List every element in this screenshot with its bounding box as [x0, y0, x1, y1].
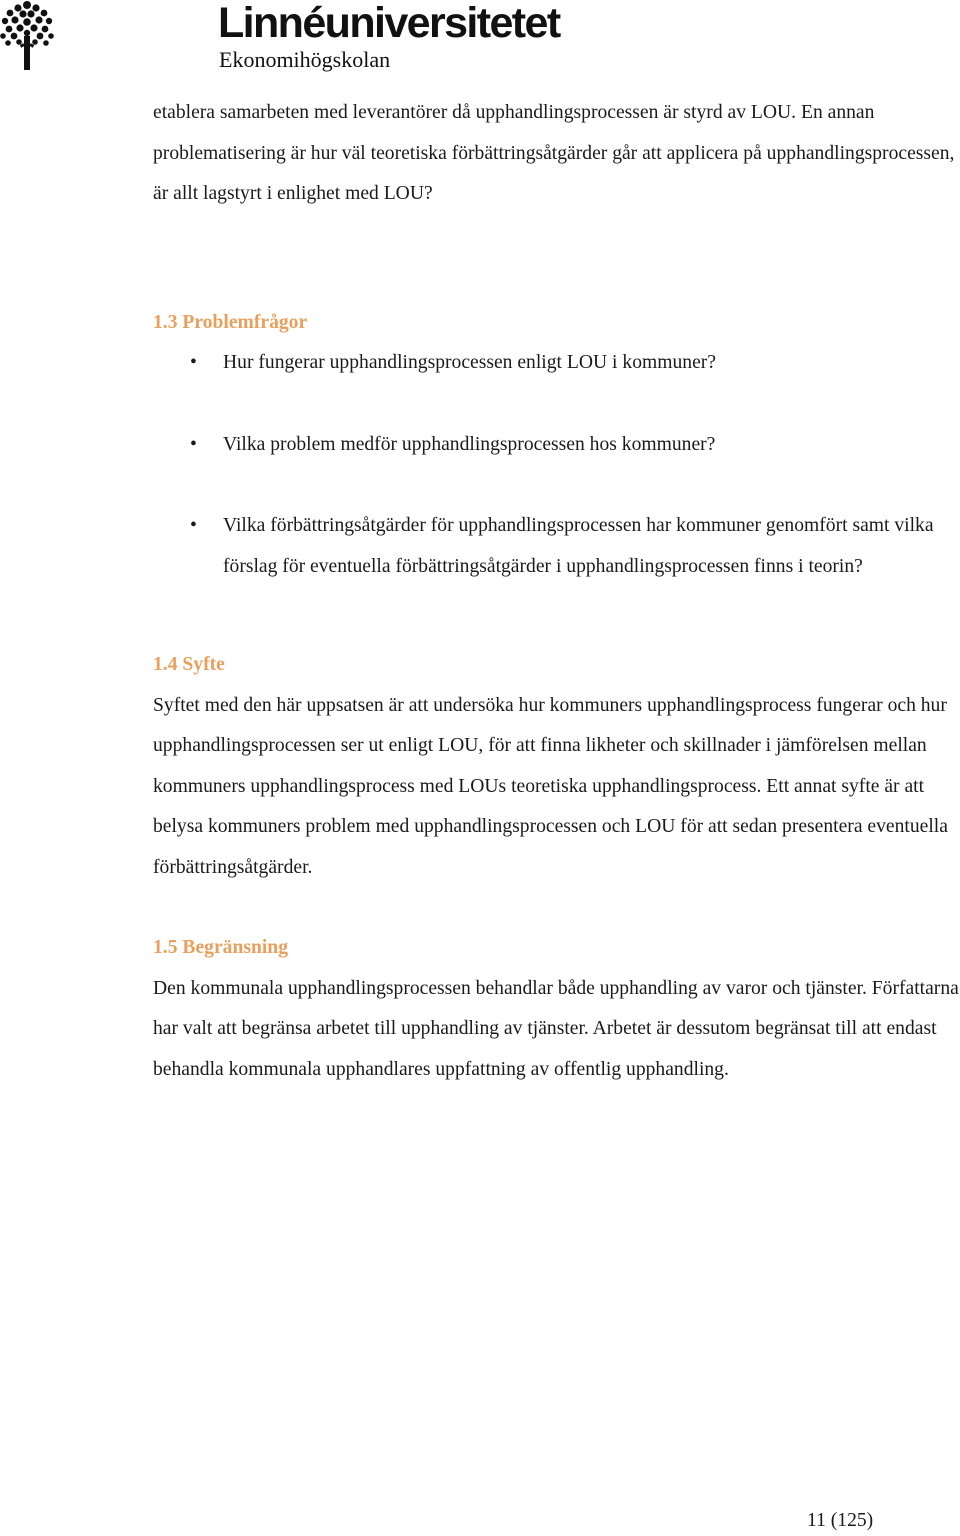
- section-body: Den kommunala upphandlingsprocessen behandlar både upphandling av varor och tjänster. Författarna har valt att begränsa arbetet till upphandling av tjänster. Arbetet är dessutom begränsat till att endast behandla kommunala upphandlares uppfattning av offentlig upphandling.: [153, 977, 959, 1080]
- spacer: [153, 888, 960, 928]
- page-number: 11 (125): [807, 1510, 874, 1531]
- bullet-icon: •: [190, 352, 197, 373]
- spacer: [153, 587, 960, 645]
- list-item-text: Hur fungerar upphandlingsprocessen enligt LOU i kommuner?: [223, 352, 716, 373]
- intro-paragraph: etablera samarbeten med leverantörer då upphandlingsprocessen är styrd av LOU. En annan problematisering är hur väl teoretiska förbättringsåtgärder går att applicera på upphandlingsprocessen, är allt lagstyrt i enlighet med LOU?: [153, 102, 955, 204]
- section-heading: 1.5 Begränsning: [153, 937, 289, 958]
- bullet-icon: •: [190, 515, 197, 536]
- list-item: [153, 506, 960, 587]
- list-item: [153, 425, 960, 466]
- question-list: [153, 343, 960, 587]
- section-heading: 1.3 Problemfrågor: [153, 311, 308, 333]
- bullet-icon: •: [190, 433, 197, 455]
- list-item-text: Vilka problem medför upphandlingsprocessen hos kommuner?: [223, 433, 716, 455]
- page-header: [0, 0, 640, 80]
- section-heading: 1.4 Syfte: [153, 654, 225, 675]
- list-item: [153, 343, 960, 384]
- section-begransning: [153, 928, 960, 1090]
- school-name: Ekonomihögskolan: [219, 47, 391, 72]
- university-name: Linnéuniversitetet: [218, 0, 560, 47]
- document-body: [153, 93, 960, 1090]
- list-item-text: Vilka förbättringsåtgärder för upphandlingsprocessen har kommuner genomfört samt vilka förslag för eventuella förbättringsåtgärder i upphandlingsprocessen finns i teorin?: [223, 515, 934, 577]
- section-body: Syftet med den här uppsatsen är att undersöka hur kommuners upphandlingsprocess fungerar och hur upphandlingsprocessen ser ut enligt LOU, för att finna likheter och skillnader i jämförelsen mellan kommuners upphandlingsprocess med LOUs teoretiska upphandlingsprocess. Ett annat syfte är att belysa kommuners problem med upphandlingsprocessen och LOU för att sedan presentera eventuella förbättringsåtgärder.: [153, 694, 948, 878]
- section-syfte: [153, 645, 960, 888]
- tree-logo-icon: [0, 0, 54, 70]
- section-problemfragor: [153, 303, 960, 588]
